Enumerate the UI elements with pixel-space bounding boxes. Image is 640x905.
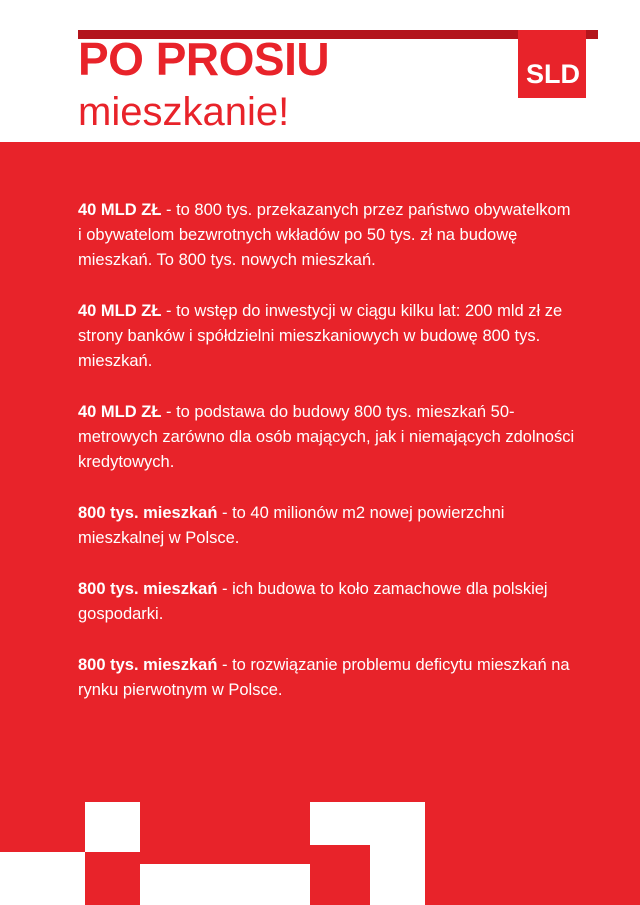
paragraph-lead: 800 tys. mieszkań [78, 504, 218, 522]
paragraph-body: - to 40 milionów m2 nowej powierzchni mieszkalnej w Polsce. [78, 504, 505, 547]
title-block [78, 34, 508, 134]
content-list [78, 198, 578, 703]
decorative-step-d [310, 845, 370, 905]
sld-logo [518, 30, 586, 98]
content-paragraph [78, 299, 578, 374]
sld-logo-text: SLD [526, 59, 580, 89]
paragraph-body: - to 800 tys. przekazanych przez państwo obywatelkom i obywatelom bezwrotnych wkładów po 50 tys. zł na budowę mieszkań. To 800 tys. nowych mieszkań. [78, 201, 571, 269]
page-title-line2: mieszkanie! [78, 90, 290, 134]
decorative-step-c [425, 743, 640, 905]
paragraph-body: - to rozwiązanie problemu deficytu mieszkań na rynku pierwotnym w Polsce. [78, 656, 570, 699]
page-title-line1: PO PROSIU [78, 33, 330, 85]
paragraph-lead: 800 tys. mieszkań [78, 580, 218, 598]
paragraph-body: - to wstęp do inwestycji w ciągu kilku lat: 200 mld zł ze strony banków i spółdzielni mieszkaniowych w budowę 800 tys. mieszkań. [78, 302, 563, 370]
content-paragraph [78, 501, 578, 551]
paragraph-lead: 800 tys. mieszkań [78, 656, 218, 674]
decorative-step-a [0, 802, 85, 852]
content-paragraph [78, 198, 578, 273]
paragraph-lead: 40 MLD ZŁ [78, 403, 162, 421]
paragraph-lead: 40 MLD ZŁ [78, 302, 162, 320]
content-paragraph [78, 577, 578, 627]
poster-header [0, 0, 640, 142]
decorative-step-e [85, 852, 140, 905]
content-paragraph [78, 653, 578, 703]
paragraph-lead: 40 MLD ZŁ [78, 201, 162, 219]
paragraph-body: - to podstawa do budowy 800 tys. mieszkań 50-metrowych zarówno dla osób mających, jak i niemających zdolności kredytowych. [78, 403, 575, 471]
content-paragraph [78, 400, 578, 475]
paragraph-body: - ich budowa to koło zamachowe dla polskiej gospodarki. [78, 580, 548, 623]
decorative-step-b [140, 802, 310, 864]
